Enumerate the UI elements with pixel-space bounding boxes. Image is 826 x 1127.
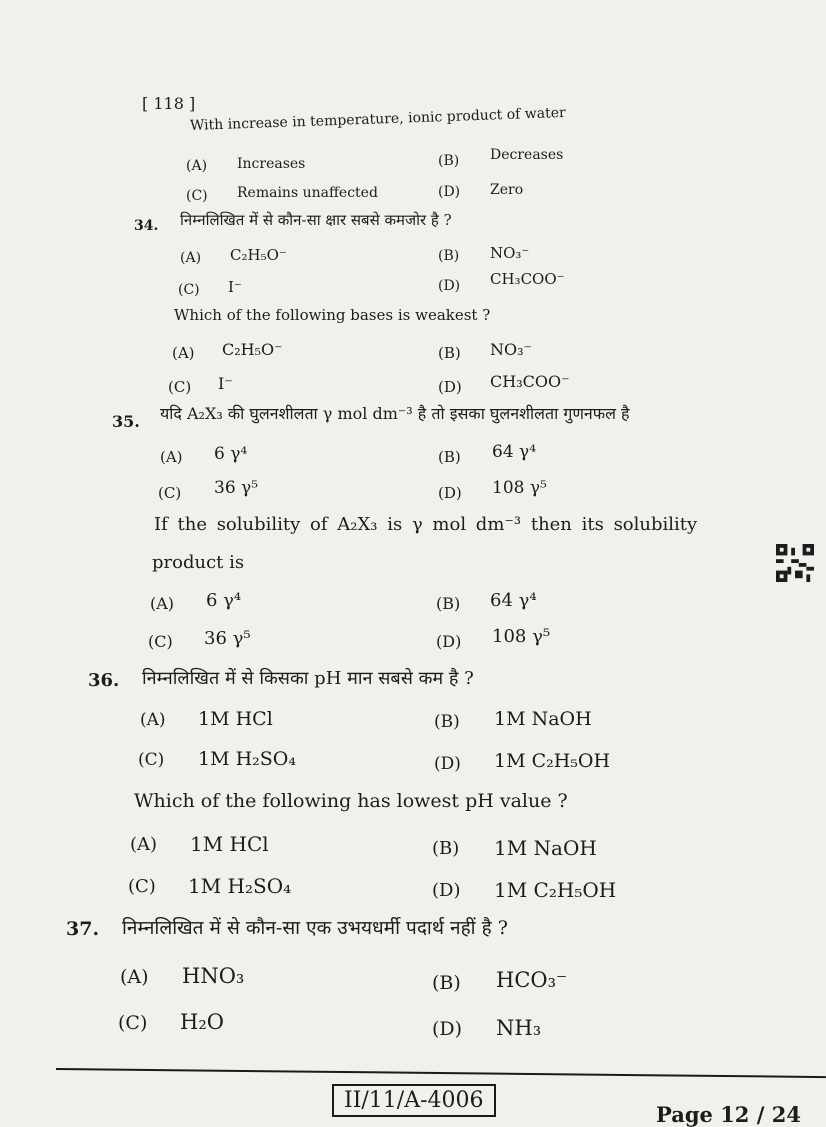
q36-eng-opt-b-text: 1M NaOH xyxy=(494,836,597,860)
q34-eng-opt-b-label: (B) xyxy=(438,344,461,362)
q35-eng-opt-c-label: (C) xyxy=(148,632,173,651)
q35-hindi: यदि A₂X₃ की घुलनशीलता γ mol dm⁻³ है तो इसका घुलनशीलता गुणनफल है xyxy=(160,404,630,423)
q33-opt-a-text: Increases xyxy=(237,156,306,172)
page-reference: [ 118 ] xyxy=(142,94,196,113)
footer-divider xyxy=(56,1068,826,1078)
q35-hindi-opt-b-text: 64 γ⁴ xyxy=(492,442,537,462)
q34-eng-opt-b-text: NO₃⁻ xyxy=(490,340,532,359)
q35-english-line2: product is xyxy=(152,552,245,573)
q34-eng-opt-d-text: CH₃COO⁻ xyxy=(490,372,570,391)
q34-eng-opt-c-label: (C) xyxy=(168,378,192,396)
q34-hindi: निम्नलिखित में से कौन-सा क्षार सबसे कमजोर है ? xyxy=(180,211,452,229)
q35-eng-opt-b-label: (B) xyxy=(436,594,461,613)
q35-eng-opt-d-text: 108 γ⁵ xyxy=(492,626,551,647)
q34-eng-opt-c-text: I⁻ xyxy=(218,374,233,393)
q35-eng-opt-a-label: (A) xyxy=(150,594,175,613)
q34-hindi-opt-c-text: I⁻ xyxy=(228,278,242,296)
q35-hindi-opt-a-text: 6 γ⁴ xyxy=(214,444,248,464)
q34-eng-opt-a-label: (A) xyxy=(172,344,195,362)
q36-hindi-opt-a-text: 1M HCl xyxy=(198,708,273,730)
q35-hindi-opt-a-label: (A) xyxy=(160,448,183,466)
qr-code-icon xyxy=(776,544,814,582)
q37-opt-c-text: H₂O xyxy=(180,1010,224,1034)
q36-hindi-opt-a-label: (A) xyxy=(140,710,166,730)
q36-hindi-opt-d-text: 1M C₂H₅OH xyxy=(494,750,611,772)
q33-opt-a-label: (A) xyxy=(186,158,208,174)
q33-opt-b-label: (B) xyxy=(438,153,460,169)
q37-opt-c-label: (C) xyxy=(118,1012,148,1034)
q35-hindi-opt-d-label: (D) xyxy=(438,484,462,502)
q34-hindi-opt-b-text: NO₃⁻ xyxy=(490,244,530,262)
q36-eng-opt-d-label: (D) xyxy=(432,880,461,901)
q36-hindi: निम्नलिखित में से किसका pH मान सबसे कम है ? xyxy=(142,668,474,689)
q36-hindi-opt-b-label: (B) xyxy=(434,712,460,732)
q37-opt-d-text: NH₃ xyxy=(496,1016,542,1040)
q36-english: Which of the following has lowest pH value ? xyxy=(134,790,568,812)
q37-opt-b-label: (B) xyxy=(432,972,461,994)
q37-hindi: निम्नलिखित में से कौन-सा एक उभयधर्मी पदार्थ नहीं है ? xyxy=(122,917,508,939)
q34-number: 34. xyxy=(134,218,159,234)
q35-hindi-opt-b-label: (B) xyxy=(438,448,461,466)
q35-hindi-opt-c-label: (C) xyxy=(158,484,182,502)
q36-eng-opt-a-text: 1M HCl xyxy=(190,832,269,856)
q36-eng-opt-a-label: (A) xyxy=(130,834,158,855)
q36-hindi-opt-c-label: (C) xyxy=(138,750,165,770)
q33-opt-d-label: (D) xyxy=(438,184,461,200)
q34-english: Which of the following bases is weakest ? xyxy=(174,306,491,324)
q37-number: 37. xyxy=(66,918,100,940)
q33-opt-d-text: Zero xyxy=(490,182,524,198)
q37-opt-a-label: (A) xyxy=(120,966,149,988)
page-number: Page 12 / 24 xyxy=(656,1102,801,1127)
q36-eng-opt-c-text: 1M H₂SO₄ xyxy=(188,874,292,898)
q35-english-line1: If the solubility of A₂X₃ is γ mol dm⁻³ then its solubility xyxy=(154,514,698,535)
q37-opt-d-label: (D) xyxy=(432,1018,463,1040)
q33-opt-b-text: Decreases xyxy=(490,147,564,163)
q35-eng-opt-b-text: 64 γ⁴ xyxy=(490,590,537,611)
q36-hindi-opt-d-label: (D) xyxy=(434,754,461,774)
q33-opt-c-text: Remains unaffected xyxy=(237,185,378,201)
q35-eng-opt-a-text: 6 γ⁴ xyxy=(206,590,242,611)
q35-hindi-opt-d-text: 108 γ⁵ xyxy=(492,478,547,498)
q36-hindi-opt-b-text: 1M NaOH xyxy=(494,708,592,730)
q34-hindi-opt-d-label: (D) xyxy=(438,278,461,294)
q36-eng-opt-b-label: (B) xyxy=(432,838,460,859)
q34-hindi-opt-c-label: (C) xyxy=(178,282,200,298)
q36-hindi-opt-c-text: 1M H₂SO₄ xyxy=(198,748,296,770)
q34-hindi-opt-a-label: (A) xyxy=(180,250,202,266)
q36-eng-opt-c-label: (C) xyxy=(128,876,156,897)
q37-opt-a-text: HNO₃ xyxy=(182,964,245,988)
q33-opt-c-label: (C) xyxy=(186,188,208,204)
q35-eng-opt-d-label: (D) xyxy=(436,632,462,651)
q34-hindi-opt-b-label: (B) xyxy=(438,248,460,264)
paper-code: II/11/A-4006 xyxy=(332,1084,496,1117)
q36-eng-opt-d-text: 1M C₂H₅OH xyxy=(494,878,617,902)
q35-eng-opt-c-text: 36 γ⁵ xyxy=(204,628,251,649)
q35-hindi-opt-c-text: 36 γ⁵ xyxy=(214,478,259,498)
q34-hindi-opt-a-text: C₂H₅O⁻ xyxy=(230,246,287,264)
q33-stem: With increase in temperature, ionic product of water xyxy=(189,104,566,134)
q34-hindi-opt-d-text: CH₃COO⁻ xyxy=(490,270,565,288)
q34-eng-opt-a-text: C₂H₅O⁻ xyxy=(222,340,283,359)
q37-opt-b-text: HCO₃⁻ xyxy=(496,968,568,992)
q36-number: 36. xyxy=(88,670,120,691)
q34-eng-opt-d-label: (D) xyxy=(438,378,462,396)
q35-number: 35. xyxy=(112,412,140,431)
